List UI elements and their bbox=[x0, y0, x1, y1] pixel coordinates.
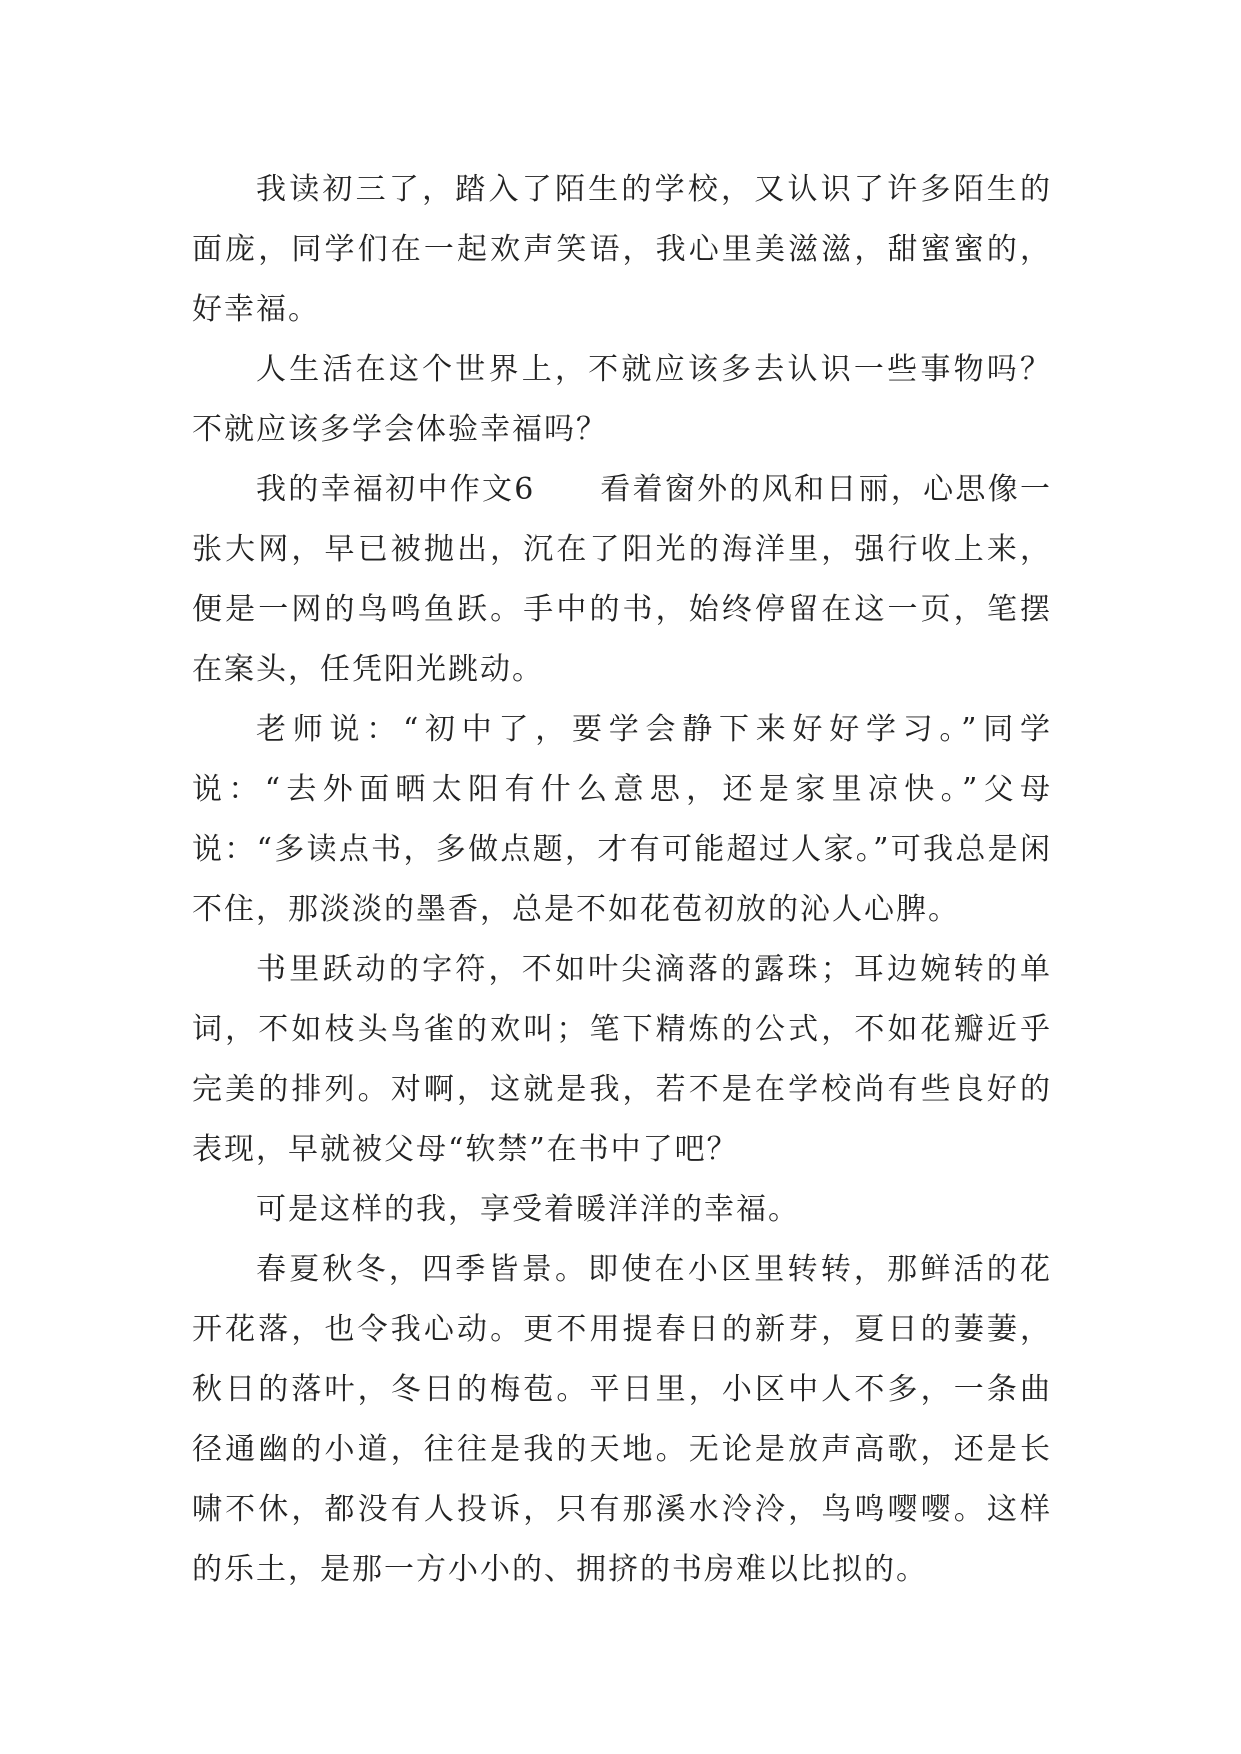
paragraph: 书里跃动的字符，不如叶尖滴落的露珠；耳边婉转的单词，不如枝头鸟雀的欢叫；笔下精炼的公式，不如花瓣近乎完美的排列。对啊，这就是我，若不是在学校尚有些良好的表现，早就被父母“软禁”在书中了吧？ bbox=[192, 952, 1052, 1167]
paragraph: 我读初三了，踏入了陌生的学校，又认识了许多陌生的面庞，同学们在一起欢声笑语，我心里美滋滋，甜蜜蜜的，好幸福。 bbox=[192, 172, 1052, 327]
paragraph: 春夏秋冬，四季皆景。即使在小区里转转，那鲜活的花开花落，也令我心动。更不用提春日的新芽，夏日的萋萋，秋日的落叶，冬日的梅苞。平日里，小区中人不多，一条曲径通幽的小道，往往是我的天地。无论是放声高歌，还是长啸不休，都没有人投诉，只有那溪水泠泠，鸟鸣嘤嘤。这样的乐土，是那一方小小的、拥挤的书房难以比拟的。 bbox=[192, 1252, 1052, 1587]
paragraph: 老师说：“初中了，要学会静下来好好学习。”同学说：“去外面晒太阳有什么意思，还是家里凉快。”父母说：“多读点书，多做点题，才有可能超过人家。”可我总是闲不住，那淡淡的墨香，总是不如花苞初放的沁人心脾。 bbox=[192, 712, 1052, 927]
paragraph: 人生活在这个世界上，不就应该多去认识一些事物吗？不就应该多学会体验幸福吗？ bbox=[192, 352, 1052, 447]
paragraph: 可是这样的我，享受着暖洋洋的幸福。 bbox=[256, 1192, 800, 1227]
essay-body bbox=[192, 160, 1052, 1600]
paragraph: 我的幸福初中作文6 看着窗外的风和日丽，心思像一张大网，早已被抛出，沉在了阳光的海洋里，强行收上来，便是一网的鸟鸣鱼跃。手中的书，始终停留在这一页，笔摆在案头，任凭阳光跳动。 bbox=[192, 472, 1052, 687]
